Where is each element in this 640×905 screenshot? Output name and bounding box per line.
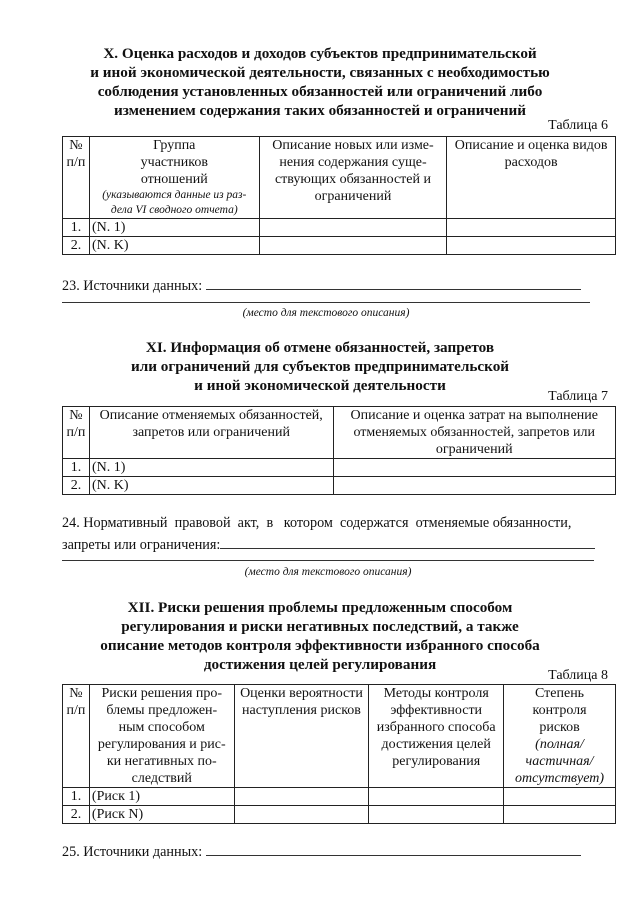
header-control-degree: Степень контроля рисков (полная/ частичная/ отсутствует) [504, 685, 616, 788]
table-row: 1. (Риск 1) [63, 788, 616, 806]
table-8 [62, 684, 616, 824]
item-23-rule [62, 302, 590, 303]
header-num: № п/п [63, 407, 90, 459]
header-num: № п/п [63, 137, 90, 219]
header-obligations: Описание новых или изме- нения содержания суще- ствующих обязанностей и ограничений [259, 137, 447, 219]
item-23-caption: (место для текстового описания) [242, 307, 410, 319]
item-24-input-line[interactable] [220, 535, 595, 549]
header-control-methods: Методы контроля эффективности избранного способа достижения целей регулирования [369, 685, 504, 788]
table-7-header [63, 407, 616, 459]
header-costs: Описание и оценка видов расходов [447, 137, 616, 219]
header-cancel-costs: Описание и оценка затрат на выполнение отменяемых обязанностей, запретов или ограничений [333, 407, 615, 459]
table-6-label: Таблица 6 [548, 118, 608, 133]
item-25-input-line[interactable] [206, 842, 581, 856]
table-row: 2. (N. K) [63, 477, 616, 495]
table-8-header [63, 685, 616, 788]
table-7 [62, 406, 616, 495]
item-23: 23. Источники данных: [62, 276, 602, 296]
section-x-title: X. Оценка расходов и доходов субъектов предпринимательской и иной экономической деятельности, связанных с необходимостью соблюдения установленных обязанностей или ограничений либо изменением содержания таких обязанностей и ограничений [90, 45, 550, 119]
item-25: 25. Источники данных: [62, 842, 602, 862]
item-23-input-line[interactable] [206, 276, 581, 290]
section-xii-title: XII. Риски решения проблемы предложенным способом регулирования и риски негативных последствий, а также описание методов контроля эффективности избранного способа достижения целей регулирования [100, 599, 540, 673]
table-6-header [63, 137, 616, 219]
item-24: 24. Нормативный правовой акт, в котором содержатся отменяемые обязанности, запреты или ограничения: [62, 514, 616, 555]
item-24-caption: (место для текстового описания) [244, 566, 412, 578]
table-7-label: Таблица 7 [548, 389, 608, 404]
table-row: 1. (N. 1) [63, 219, 616, 237]
header-risks: Риски решения про- блемы предложен- ным способом регулирования и рис- ки негативных по- следствий [89, 685, 234, 788]
table-6 [62, 136, 616, 255]
table-row: 2. (N. K) [63, 237, 616, 255]
table-8-label: Таблица 8 [548, 668, 608, 683]
section-xi-title: XI. Информация об отмене обязанностей, запретов или ограничений для субъектов предпринимательской и иной экономической деятельности [130, 339, 510, 394]
table-row: 2. (Риск N) [63, 806, 616, 824]
header-group: Группа участников отношений (указываются данные из раз- дела VI сводного отчета) [89, 137, 259, 219]
header-cancelled-obligations: Описание отменяемых обязанностей, запретов или ограничений [89, 407, 333, 459]
item-24-rule [62, 560, 594, 561]
header-probability: Оценки вероятности наступления рисков [234, 685, 369, 788]
header-num: № п/п [63, 685, 90, 788]
table-row: 1. (N. 1) [63, 459, 616, 477]
